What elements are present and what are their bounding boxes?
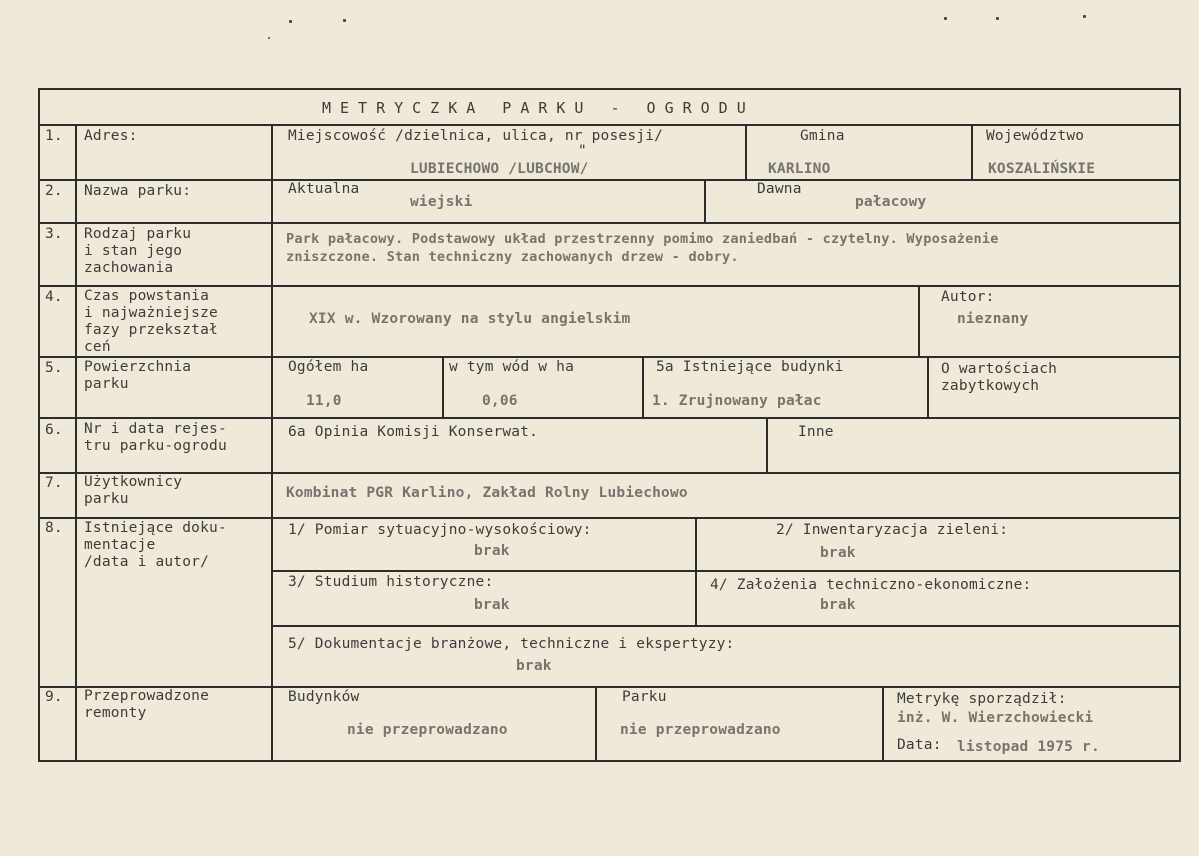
former-name-value: pałacowy xyxy=(855,194,927,210)
row-label: Użytkownicy xyxy=(84,474,183,490)
table-rule xyxy=(1179,88,1181,762)
ink-speck xyxy=(268,37,270,39)
ink-speck xyxy=(944,17,947,20)
row-number: 6. xyxy=(45,422,63,438)
row-label: i stan jego xyxy=(84,243,183,259)
field-label: 1/ Pomiar sytuacyjno-wysokościowy: xyxy=(288,522,592,538)
field-label: Data: xyxy=(897,737,942,753)
row-label: Nazwa parku: xyxy=(84,183,192,199)
buildings-repairs-value: nie przeprowadzano xyxy=(347,722,508,738)
table-rule xyxy=(918,285,920,356)
table-rule xyxy=(642,356,644,417)
table-rule xyxy=(766,417,768,472)
row-label: zachowania xyxy=(84,260,174,276)
row-number: 5. xyxy=(45,360,63,376)
field-label: Gmina xyxy=(800,128,845,144)
row-label: Przeprowadzone xyxy=(84,688,210,704)
row-number: 1. xyxy=(45,128,63,144)
field-label: w tym wód w ha xyxy=(449,359,575,375)
ink-speck xyxy=(343,19,346,22)
users-value: Kombinat PGR Karlino, Zakład Rolny Lubiechowo xyxy=(286,485,688,501)
row-label: tru parku-ogrodu xyxy=(84,438,227,454)
field-label: 5/ Dokumentacje branżowe, techniczne i ekspertyzy: xyxy=(288,636,735,652)
park-type-value: zniszczone. Stan techniczny zachowanych drzew - dobry. xyxy=(286,249,739,265)
table-rule xyxy=(272,625,1181,627)
row-label: parku xyxy=(84,491,129,507)
prepared-by-value: inż. W. Wierzchowiecki xyxy=(897,710,1094,726)
field-label: Parku xyxy=(622,689,667,705)
row-label: parku xyxy=(84,376,129,392)
field-label: 2/ Inwentaryzacja zieleni: xyxy=(776,522,1009,538)
row-label: i najważniejsze xyxy=(84,305,218,321)
origin-value: XIX w. Wzorowany na stylu angielskim xyxy=(309,311,631,327)
ink-speck xyxy=(289,20,292,23)
row-number: 3. xyxy=(45,226,63,242)
table-rule xyxy=(882,686,884,762)
table-rule xyxy=(38,179,1181,181)
row-number: 4. xyxy=(45,289,63,305)
table-rule xyxy=(38,88,1181,90)
ink-speck xyxy=(1083,15,1086,18)
table-rule xyxy=(595,686,597,762)
date-value: listopad 1975 r. xyxy=(957,739,1100,755)
field-label: Inne xyxy=(798,424,834,440)
field-label: Ogółem ha xyxy=(288,359,369,375)
history-study-value: brak xyxy=(474,597,510,613)
row-label: ceń xyxy=(84,339,111,355)
field-label: 5a Istniejące budynki xyxy=(656,359,844,375)
row-number: 2. xyxy=(45,183,63,199)
row-label: mentacje xyxy=(84,537,156,553)
table-rule xyxy=(695,517,697,625)
table-rule xyxy=(38,285,1181,287)
inventory-value: brak xyxy=(820,545,856,561)
field-label: Autor: xyxy=(941,289,995,305)
table-rule xyxy=(38,88,40,762)
table-rule xyxy=(704,179,706,222)
row-label: Adres: xyxy=(84,128,138,144)
survey-value: brak xyxy=(474,543,510,559)
ditto-mark: " xyxy=(578,143,587,159)
field-label: Metrykę sporządził: xyxy=(897,691,1067,707)
row-label: Powierzchnia xyxy=(84,359,192,375)
location-value: LUBIECHOWO /LUBCHOW/ xyxy=(410,161,589,177)
table-rule xyxy=(38,124,1181,126)
water-area-value: 0,06 xyxy=(482,393,518,409)
industry-docs-value: brak xyxy=(516,658,552,674)
row-label: Nr i data rejes- xyxy=(84,421,227,437)
row-label: Czas powstania xyxy=(84,288,210,304)
field-label: Budynków xyxy=(288,689,360,705)
table-rule xyxy=(272,570,1181,572)
row-number: 8. xyxy=(45,520,63,536)
row-label: Rodzaj parku xyxy=(84,226,192,242)
field-label: 6a Opinia Komisji Konserwat. xyxy=(288,424,539,440)
table-rule xyxy=(38,472,1181,474)
row-label: remonty xyxy=(84,705,147,721)
row-number: 7. xyxy=(45,475,63,491)
table-rule xyxy=(38,686,1181,688)
park-repairs-value: nie przeprowadzano xyxy=(620,722,781,738)
field-label: 3/ Studium historyczne: xyxy=(288,574,494,590)
row-label: /data i autor/ xyxy=(84,554,210,570)
table-rule xyxy=(38,517,1181,519)
author-value: nieznany xyxy=(957,311,1029,327)
page-title: METRYCZKA PARKU - OGRODU xyxy=(322,99,755,117)
field-label: Miejscowość /dzielnica, ulica, nr posesji/ xyxy=(288,128,664,144)
table-rule xyxy=(271,124,273,762)
table-rule xyxy=(75,124,77,762)
table-rule xyxy=(971,124,973,179)
table-rule xyxy=(38,356,1181,358)
row-label: fazy przekształ xyxy=(84,322,218,338)
row-label: Istniejące doku- xyxy=(84,520,227,536)
ink-speck xyxy=(996,17,999,20)
field-label: Dawna xyxy=(757,181,802,197)
tech-econ-value: brak xyxy=(820,597,856,613)
current-name-value: wiejski xyxy=(410,194,473,210)
row-number: 9. xyxy=(45,689,63,705)
field-label: O wartościach xyxy=(941,361,1058,377)
total-area-value: 11,0 xyxy=(306,393,342,409)
field-label: Województwo xyxy=(986,128,1085,144)
table-rule xyxy=(38,222,1181,224)
voivodeship-value: KOSZALIŃSKIE xyxy=(988,161,1096,177)
field-label: Aktualna xyxy=(288,181,360,197)
gmina-value: KARLINO xyxy=(768,161,831,177)
table-rule xyxy=(38,760,1181,762)
table-rule xyxy=(745,124,747,179)
field-label: 4/ Założenia techniczno-ekonomiczne: xyxy=(710,577,1032,593)
table-rule xyxy=(442,356,444,417)
park-type-value: Park pałacowy. Podstawowy układ przestrzenny pomimo zaniedbań - czytelny. Wyposażenie xyxy=(286,231,999,247)
field-label: zabytkowych xyxy=(941,378,1040,394)
buildings-value: 1. Zrujnowany pałac xyxy=(652,393,822,409)
table-rule xyxy=(38,417,1181,419)
table-rule xyxy=(927,356,929,417)
